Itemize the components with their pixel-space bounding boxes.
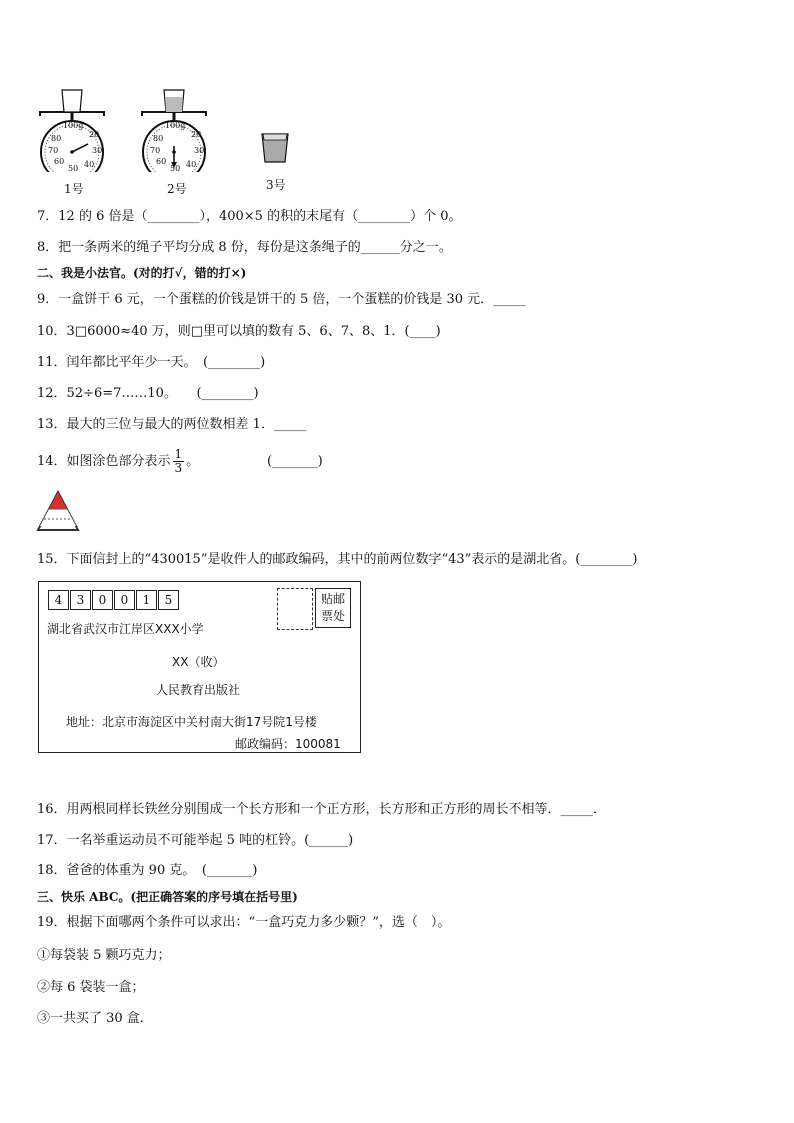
scale-3-label: 3号: [266, 178, 286, 192]
option-3: ③一共买了 30 盒.: [37, 1011, 144, 1026]
envelope: [38, 581, 361, 753]
section-2-heading: 二、我是小法官。(对的打√，错的打×): [37, 266, 247, 280]
zip-boxes: 4 3 0 0 1 5: [48, 590, 180, 610]
option-2: ②每 6 袋装一盒；: [37, 980, 145, 995]
from-zip: 邮政编码：100081: [235, 737, 341, 751]
stamp-area: [277, 588, 313, 630]
question-10: 10．3□6000≈40 万，则□里可以填的数有 5、6、7、8、1．(____): [37, 324, 441, 339]
cup-icon: [236, 82, 316, 172]
from-address: 地址：北京市海淀区中关村南大街17号院1号楼: [66, 715, 317, 729]
stamp-label: 贴邮 票处: [315, 588, 351, 628]
to-name: XX（收）: [172, 655, 225, 669]
question-17: 17．一名举重运动员不可能举起 5 吨的杠铃。(______): [37, 833, 354, 848]
option-1: ①每袋装 5 颗巧克力；: [37, 948, 171, 963]
question-19: 19．根据下面哪两个条件可以求出：“一盒巧克力多少颗？”，选（ ）。: [37, 915, 451, 930]
question-12: 12．52÷6=7……10。 (________): [37, 386, 259, 401]
scale-2-label: 2号: [167, 182, 187, 196]
to-address: 湖北省武汉市江岸区XXX小学: [47, 622, 204, 636]
question-13: 13．最大的三位与最大的两位数相差 1．_____: [37, 417, 307, 432]
scale-1-label: 1号: [64, 182, 84, 196]
triangle-figure-icon: [36, 490, 80, 534]
q14-prefix: 14．如图涂色部分表示: [37, 454, 171, 469]
from-name: 人民教育出版社: [156, 683, 241, 697]
question-11: 11．闰年都比平年少一天。 (________): [37, 355, 266, 370]
question-16: 16．用两根同样长铁丝分别围成一个长方形和一个正方形，长方形和正方形的周长不相等．_____．: [37, 802, 607, 817]
question-7: 7．12 的 6 倍是（________），400×5 的积的末尾有（________）个 0。: [37, 209, 462, 224]
section-3-heading: 三、快乐 ABC。(把正确答案的序号填在括号里): [37, 890, 298, 904]
question-9: 9．一盒饼干 6 元，一个蛋糕的价钱是饼干的 5 倍，一个蛋糕的价钱是 30 元．_____: [37, 292, 526, 307]
question-8: 8．把一条两米的绳子平均分成 8 份，每份是这条绳子的______分之一。: [37, 240, 452, 255]
q14-blank: (_______): [267, 454, 323, 469]
question-14: 14．如图涂色部分表示 $\frac{1}{3}$ 。 (_______): [37, 447, 323, 475]
fraction: $\frac{1}{3}$: [174, 447, 183, 475]
question-15: 15．下面信封上的“430015”是收件人的邮政编码，其中的前两位数字“43”表示的是湖北省。(________): [37, 552, 638, 567]
scale-3: [236, 82, 316, 172]
question-18: 18．爸爸的体重为 90 克。 (_______): [37, 863, 258, 878]
